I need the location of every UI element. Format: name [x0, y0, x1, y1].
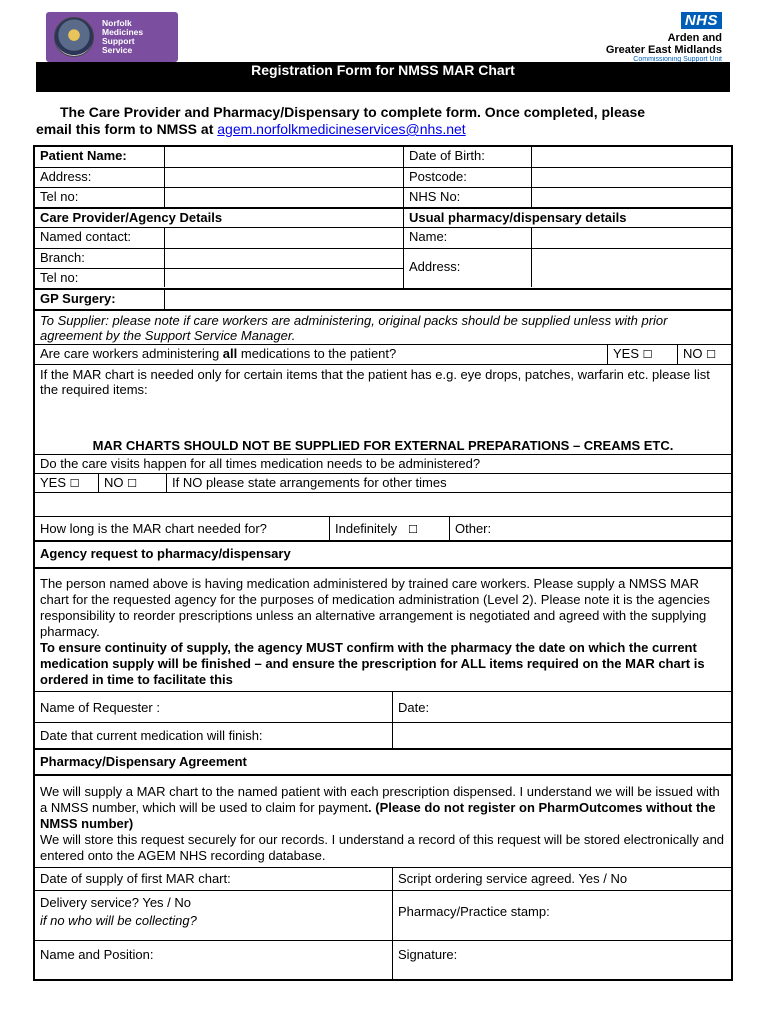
nhs-logo	[606, 12, 722, 62]
tel-row	[35, 187, 731, 207]
address-field[interactable]	[164, 168, 403, 187]
finish-date-label[interactable]: Date that current medication will finish:	[40, 728, 263, 743]
branch-field[interactable]	[164, 249, 403, 268]
agency-tel-label: Tel no:	[40, 270, 79, 285]
stamp-label[interactable]: Pharmacy/Practice stamp:	[392, 891, 731, 940]
logo-text: Norfolk Medicines Support Service	[102, 18, 144, 55]
nhs-badge: NHS	[681, 12, 722, 29]
postcode-label: Postcode:	[403, 168, 531, 187]
nhs-no-field[interactable]	[531, 188, 731, 207]
certain-items-text: If the MAR chart is needed only for certain items that the patient has e.g. eye drops, patches, warfarin etc. please list the required items:	[40, 367, 710, 397]
requester-row	[35, 691, 731, 722]
duration-other[interactable]: Other:	[449, 517, 731, 540]
all-meds-no[interactable]: NO ☐	[677, 345, 731, 364]
request-date-label[interactable]: Date:	[392, 692, 731, 722]
all-meds-yes[interactable]: YES ☐	[607, 345, 677, 364]
nhs-org-line1: Arden and	[667, 32, 722, 44]
gp-field[interactable]	[164, 290, 731, 309]
name-position-label[interactable]: Name and Position:	[40, 947, 154, 962]
other-times-field-row	[35, 492, 731, 516]
agency-heading-row	[35, 207, 731, 227]
agency-tel-field[interactable]	[164, 269, 403, 287]
requester-label[interactable]: Name of Requester :	[40, 700, 160, 715]
finish-date-field[interactable]	[392, 723, 731, 748]
patient-name-field[interactable]	[164, 147, 403, 167]
delivery-cell[interactable]	[35, 891, 392, 940]
care-visits-yes[interactable]: YES ☐	[40, 475, 80, 490]
delivery-label: Delivery service? Yes / No	[40, 895, 192, 910]
all-meds-row	[35, 344, 731, 364]
certain-items-row	[35, 364, 731, 454]
pharmacy-name-field[interactable]	[531, 228, 731, 248]
agency-request-heading: Agency request to pharmacy/dispensary	[40, 546, 291, 561]
care-visits-no[interactable]: NO ☐	[98, 474, 166, 492]
collecting-label: if no who will be collecting?	[40, 913, 197, 928]
checkbox-icon[interactable]: ☐	[642, 348, 653, 361]
pharmacy-name-label: Name:	[409, 229, 448, 244]
care-provider-heading: Care Provider/Agency Details	[40, 210, 223, 225]
first-supply-row	[35, 867, 731, 890]
intro-text: The Care Provider and Pharmacy/Dispensary to complete form. Once completed, please email this form to NMSS at agem.norfolkmedicineservices@nhs.net	[36, 104, 646, 137]
nhs-org-line3: Commissioning Support Unit	[633, 56, 722, 62]
pharmacy-agreement-heading: Pharmacy/Dispensary Agreement	[40, 754, 247, 769]
address-row	[35, 167, 731, 187]
agency-details-block	[35, 227, 731, 288]
checkbox-icon[interactable]: ☐	[127, 477, 137, 490]
agency-request-bold: To ensure continuity of supply, the agency MUST confirm with the pharmacy the date on which the current medication supply will be finished – and ensure the prescription for ALL items required on the MAR chart is ordered in time to facilitate this	[40, 640, 705, 687]
gp-label: GP Surgery:	[40, 291, 116, 306]
gp-row	[35, 288, 731, 309]
registration-form	[33, 145, 733, 981]
dob-field[interactable]	[531, 147, 731, 167]
patient-name-label: Patient Name:	[40, 148, 127, 163]
duration-indefinitely[interactable]: Indefinitely ☐	[329, 517, 449, 540]
agency-right	[403, 228, 731, 288]
email-link[interactable]: agem.norfolkmedicineservices@nhs.net	[217, 121, 466, 137]
supplier-note-row	[35, 309, 731, 344]
agency-request-heading-row	[35, 540, 731, 567]
certain-items-cell[interactable]	[35, 365, 731, 454]
dob-label: Date of Birth:	[403, 147, 531, 167]
external-warning: MAR CHARTS SHOULD NOT BE SUPPLIED FOR EXTERNAL PREPARATIONS – CREAMS ETC.	[92, 438, 674, 453]
patient-name-row	[35, 147, 731, 167]
form-title: Registration Form for NMSS MAR Chart	[251, 62, 515, 78]
other-times-field[interactable]	[35, 493, 731, 516]
agency-left	[35, 228, 403, 288]
delivery-row	[35, 890, 731, 940]
care-visits-question: Do the care visits happen for all times medication needs to be administered?	[40, 456, 481, 471]
branch-label: Branch:	[40, 250, 85, 265]
named-contact-label: Named contact:	[40, 229, 132, 244]
duration-row	[35, 516, 731, 540]
signature-row	[35, 940, 731, 979]
supplier-note: To Supplier: please note if care workers are administering, original packs should be supplied unless with prior agreement by the Support Service Manager.	[40, 313, 668, 343]
checkbox-icon[interactable]: ☐	[706, 348, 716, 361]
postcode-field[interactable]	[531, 168, 731, 187]
first-supply-label[interactable]: Date of supply of first MAR chart:	[40, 871, 231, 886]
nhs-no-label: NHS No:	[403, 188, 531, 207]
pharmacy-address-label: Address:	[409, 259, 461, 274]
care-visits-if-no: If NO please state arrangements for other times	[166, 474, 731, 492]
agency-request-body: The person named above is having medication administered by trained care workers. Please supply a NMSS MAR chart for the requested agency for the purposes of medication administration (Level 2). Please note it is the agencies responsibility to reorder prescriptions unless an alternative arrangement is negotiated and agreed with the supplying pharmacy. To ensure continuity of supply, the agency MUST confirm with the pharmacy the date on which the current medication supply will be finished – and ensure the prescription for ALL items required on the MAR chart is ordered in time to facilitate this	[35, 569, 731, 691]
crest-icon	[54, 17, 94, 57]
pharmacy-agreement-heading-row	[35, 748, 731, 774]
title-bar	[36, 62, 730, 92]
tel-field[interactable]	[164, 188, 403, 207]
checkbox-icon[interactable]: ☐	[69, 477, 80, 490]
script-ordering-label[interactable]: Script ordering service agreed. Yes / No	[392, 868, 731, 890]
all-meds-question: Are care workers administering all medications to the patient?	[40, 346, 397, 361]
agency-request-body-row	[35, 567, 731, 691]
pharmacy-address-field[interactable]	[531, 249, 731, 287]
pharmacy-agreement-body: We will supply a MAR chart to the named patient with each prescription dispensed. I understand we will be issued with a NMSS number, which will be used to claim for payment. (Please do not register on PharmOutcomes without the NMSS number) We will store this request securely for our records. I understand a record of this request will be stored electronically and entered onto the AGEM NHS recording database.	[40, 784, 725, 863]
care-visits-row	[35, 454, 731, 473]
named-contact-field[interactable]	[164, 228, 403, 248]
duration-question: How long is the MAR chart needed for?	[40, 521, 267, 536]
checkbox-icon[interactable]: ☐	[408, 523, 418, 536]
finish-date-row	[35, 722, 731, 748]
norfolk-medicines-logo	[46, 12, 178, 62]
care-visits-answer-row	[35, 473, 731, 492]
tel-label: Tel no:	[40, 189, 79, 204]
nhs-org-line2: Greater East Midlands	[605, 44, 722, 56]
address-label: Address:	[40, 169, 92, 184]
signature-label[interactable]: Signature:	[392, 941, 731, 979]
pharmacy-agreement-body-row	[35, 774, 731, 867]
usual-pharmacy-heading: Usual pharmacy/dispensary details	[403, 209, 731, 227]
